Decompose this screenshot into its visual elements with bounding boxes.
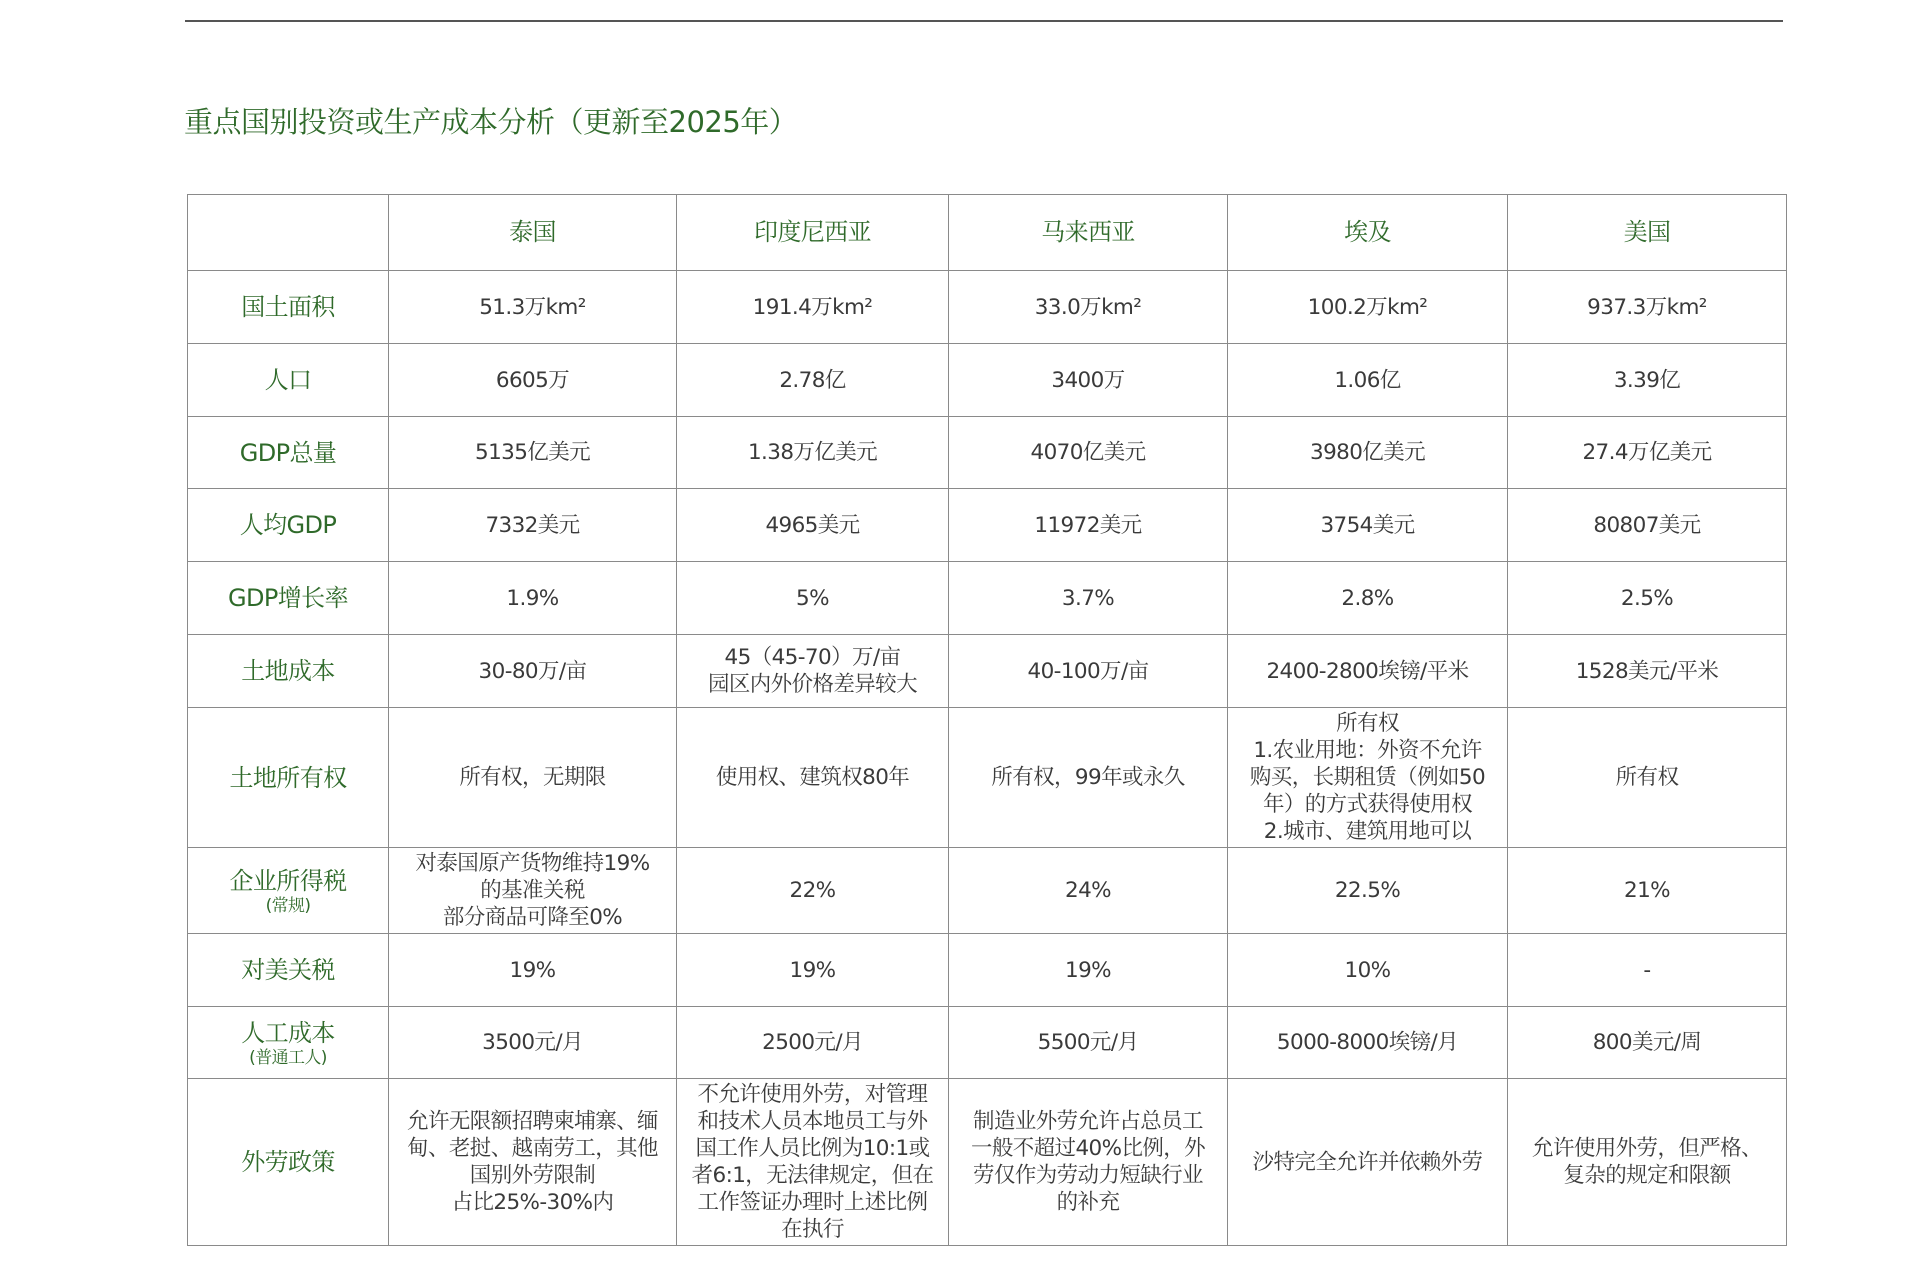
row-label-sub: (普通工人) xyxy=(249,1047,327,1068)
table-row xyxy=(188,271,1787,344)
table-cell: 5500元/月 xyxy=(949,1007,1228,1079)
table-cell: 19% xyxy=(389,934,677,1007)
table-cell: 1528美元/平米 xyxy=(1508,635,1787,708)
table-cell: 所有权 xyxy=(1508,708,1787,848)
row-label-text: 国土面积 xyxy=(241,293,335,321)
table-cell: 2.8% xyxy=(1228,562,1508,635)
table-cell: 191.4万km² xyxy=(677,271,949,344)
table-row xyxy=(188,489,1787,562)
table-cell: 21% xyxy=(1508,848,1787,934)
table-cell: 2400-2800埃镑/平米 xyxy=(1228,635,1508,708)
header-empty xyxy=(188,195,389,271)
row-label-sub: (常规) xyxy=(265,895,311,916)
table-cell: 5000-8000埃镑/月 xyxy=(1228,1007,1508,1079)
header-usa: 美国 xyxy=(1508,195,1787,271)
table-row xyxy=(188,417,1787,489)
table-cell: 45（45-70）万/亩 园区内外价格差异较大 xyxy=(677,635,949,708)
table-cell: 22% xyxy=(677,848,949,934)
table-cell: 11972美元 xyxy=(949,489,1228,562)
table-cell: 51.3万km² xyxy=(389,271,677,344)
table-cell: 1.38万亿美元 xyxy=(677,417,949,489)
table-row xyxy=(188,708,1787,848)
header-malaysia: 马来西亚 xyxy=(949,195,1228,271)
table-row xyxy=(188,934,1787,1007)
table-row xyxy=(188,635,1787,708)
table-header-row xyxy=(188,195,1787,271)
table-cell: 19% xyxy=(677,934,949,1007)
header-indonesia: 印度尼西亚 xyxy=(677,195,949,271)
row-label-text: 外劳政策 xyxy=(241,1148,335,1176)
page-title: 重点国别投资或生产成本分析（更新至2025年） xyxy=(184,105,798,139)
row-label-text: 土地成本 xyxy=(241,657,335,685)
table-cell: 6605万 xyxy=(389,344,677,417)
table-cell: 22.5% xyxy=(1228,848,1508,934)
table-cell: 3.7% xyxy=(949,562,1228,635)
table-cell: 3500元/月 xyxy=(389,1007,677,1079)
row-label-text: GDP增长率 xyxy=(228,584,348,612)
table-cell: 4965美元 xyxy=(677,489,949,562)
row-label-text: GDP总量 xyxy=(239,438,337,467)
table-cell: 5% xyxy=(677,562,949,635)
table-cell: 10% xyxy=(1228,934,1508,1007)
row-label xyxy=(188,562,389,635)
table-cell: 2.5% xyxy=(1508,562,1787,635)
table-row xyxy=(188,562,1787,635)
table-cell: 27.4万亿美元 xyxy=(1508,417,1787,489)
table-cell: 2500元/月 xyxy=(677,1007,949,1079)
table-cell: 所有权，99年或永久 xyxy=(949,708,1228,848)
table-cell: 制造业外劳允许占总员工 一般不超过40%比例，外 劳仅作为劳动力短缺行业 的补充 xyxy=(949,1079,1228,1246)
row-label xyxy=(188,708,389,848)
table-cell: 允许无限额招聘柬埔寨、缅 甸、老挝、越南劳工，其他 国别外劳限制 占比25%-30%内 xyxy=(389,1079,677,1246)
table-cell: 937.3万km² xyxy=(1508,271,1787,344)
comparison-table xyxy=(187,194,1787,1246)
table-cell: 沙特完全允许并依赖外劳 xyxy=(1228,1079,1508,1246)
row-label xyxy=(188,271,389,344)
table-cell: 1.9% xyxy=(389,562,677,635)
table-cell: 19% xyxy=(949,934,1228,1007)
table-cell: 使用权、建筑权80年 xyxy=(677,708,949,848)
table-cell: 80807美元 xyxy=(1508,489,1787,562)
header-egypt: 埃及 xyxy=(1228,195,1508,271)
row-label xyxy=(188,934,389,1007)
table-cell: 5135亿美元 xyxy=(389,417,677,489)
row-label xyxy=(188,1079,389,1246)
table-cell: 对泰国原产货物维持19% 的基准关税 部分商品可降至0% xyxy=(389,848,677,934)
table-row xyxy=(188,1007,1787,1079)
table-cell: 3980亿美元 xyxy=(1228,417,1508,489)
row-label-text: 土地所有权 xyxy=(229,763,347,792)
row-label xyxy=(188,489,389,562)
row-label xyxy=(188,1007,389,1079)
row-label-text: 人工成本 xyxy=(241,1018,335,1047)
row-label-text: 企业所得税 xyxy=(229,866,347,895)
table-cell: 30-80万/亩 xyxy=(389,635,677,708)
row-label xyxy=(188,344,389,417)
table-row xyxy=(188,848,1787,934)
table-cell: 100.2万km² xyxy=(1228,271,1508,344)
table-cell: 所有权，无期限 xyxy=(389,708,677,848)
top-divider xyxy=(185,20,1783,22)
table-cell: 800美元/周 xyxy=(1508,1007,1787,1079)
table-cell: 3754美元 xyxy=(1228,489,1508,562)
table-cell: 7332美元 xyxy=(389,489,677,562)
table-cell: 24% xyxy=(949,848,1228,934)
table-row xyxy=(188,344,1787,417)
table-cell: 3.39亿 xyxy=(1508,344,1787,417)
row-label xyxy=(188,635,389,708)
table-cell: 允许使用外劳，但严格、 复杂的规定和限额 xyxy=(1508,1079,1787,1246)
table-row xyxy=(188,1079,1787,1246)
row-label-text: 人口 xyxy=(264,366,312,394)
table-cell: 不允许使用外劳，对管理 和技术人员本地员工与外 国工作人员比例为10:1或 者6:1，无法律规定，但在 工作签证办理时上述比例 在执行 xyxy=(677,1079,949,1246)
row-label-text: 对美关税 xyxy=(241,956,335,984)
table-cell: 所有权 1.农业用地：外资不允许 购买，长期租赁（例如50 年）的方式获得使用权 2.城市、建筑用地可以 xyxy=(1228,708,1508,848)
table-cell: 33.0万km² xyxy=(949,271,1228,344)
row-label-text: 人均GDP xyxy=(239,511,337,539)
table-cell: 40-100万/亩 xyxy=(949,635,1228,708)
table-cell: 2.78亿 xyxy=(677,344,949,417)
table-cell: 3400万 xyxy=(949,344,1228,417)
table-cell: 4070亿美元 xyxy=(949,417,1228,489)
table-cell: - xyxy=(1508,934,1787,1007)
row-label xyxy=(188,417,389,489)
table-cell: 1.06亿 xyxy=(1228,344,1508,417)
row-label xyxy=(188,848,389,934)
header-thailand: 泰国 xyxy=(389,195,677,271)
